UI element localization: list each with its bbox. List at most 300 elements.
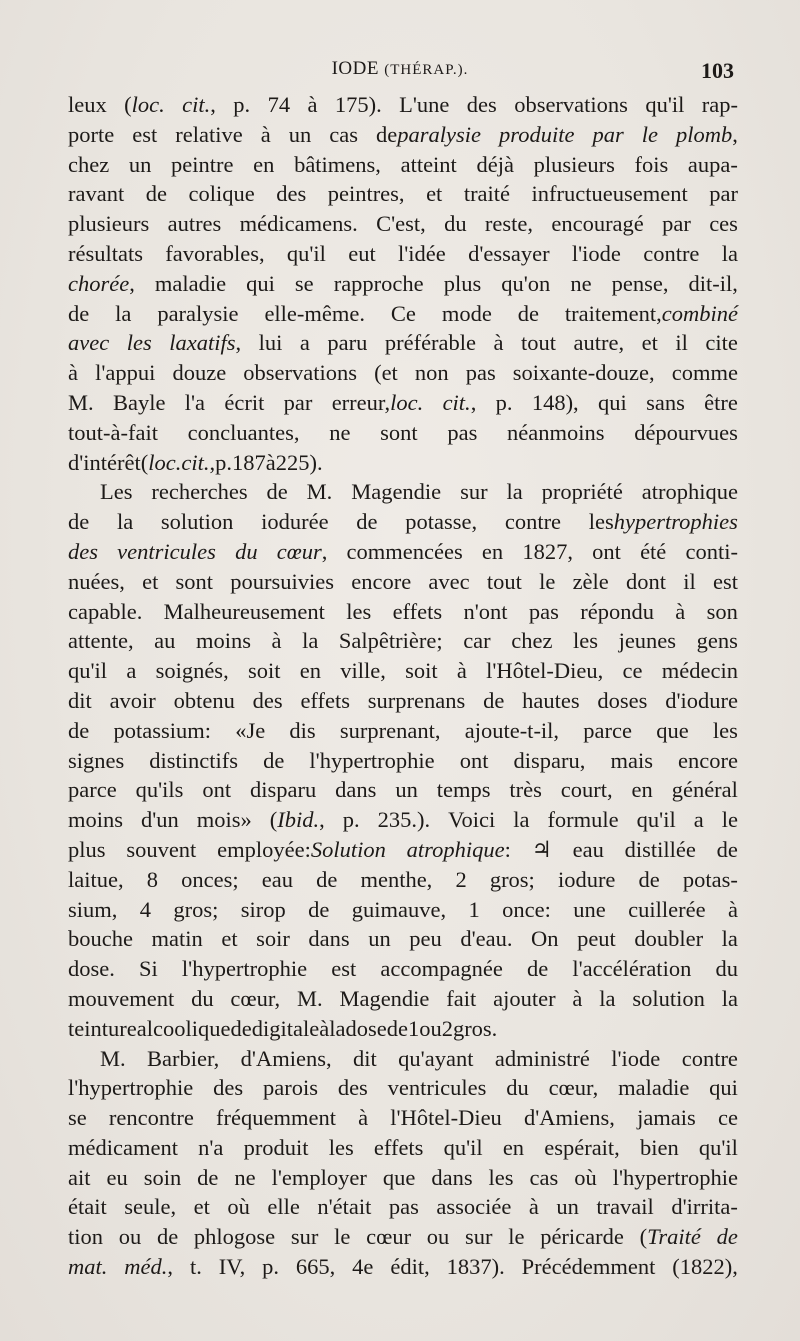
word-piece: l'employer: [271, 1164, 367, 1190]
word: [628, 895, 705, 925]
word: [626, 567, 666, 597]
word-piece: effets: [373, 1134, 424, 1160]
word: [217, 835, 386, 865]
word-piece: avec: [68, 330, 110, 356]
word: [182, 90, 216, 120]
word: [227, 1192, 250, 1222]
word: [338, 1073, 368, 1103]
word-piece: 1827,: [522, 538, 573, 564]
word-piece: On: [531, 926, 559, 952]
word-piece: à: [319, 1015, 330, 1041]
word-piece: temps: [436, 777, 491, 803]
word: [407, 835, 511, 865]
word-piece: de: [68, 717, 90, 743]
text-line-l05: [68, 209, 738, 239]
word-piece: (et: [374, 360, 398, 386]
word-piece: plomb: [676, 121, 733, 147]
word: [155, 269, 226, 299]
word-piece: ne: [329, 419, 351, 445]
word-piece: cœur,: [548, 1075, 599, 1101]
word: [68, 686, 92, 716]
word: [169, 328, 241, 358]
word: [694, 805, 704, 835]
word-piece: du: [191, 985, 214, 1011]
word-piece: ou: [426, 1224, 450, 1250]
word-piece: des: [252, 687, 283, 713]
word-piece: à: [265, 449, 276, 475]
word: [289, 716, 315, 746]
word: [505, 507, 561, 537]
word-piece: de: [266, 479, 288, 505]
word: [68, 388, 94, 418]
word: [672, 775, 738, 805]
word: [573, 626, 598, 656]
text-line-l33: [68, 1044, 738, 1074]
word-piece: où: [227, 1194, 250, 1220]
word: [230, 567, 334, 597]
word-piece: de: [356, 509, 378, 535]
word: [463, 597, 507, 627]
text-line-l03: [68, 150, 738, 180]
word-piece: produite: [499, 121, 575, 147]
word-piece: dépourvues: [634, 419, 738, 445]
word: [68, 1252, 107, 1282]
word-piece: la: [115, 300, 132, 326]
word: [640, 537, 666, 567]
word: [376, 120, 481, 150]
word: [115, 299, 131, 329]
word-piece: ce: [717, 1105, 738, 1131]
word-piece: potas-: [682, 866, 738, 892]
word-piece: fait: [446, 985, 477, 1011]
word: [707, 597, 738, 627]
word-piece: la: [116, 509, 134, 535]
word: [547, 805, 618, 835]
word-piece: sium,: [68, 896, 118, 922]
word: [482, 537, 503, 567]
word: [468, 239, 550, 269]
word-piece: par: [662, 211, 691, 237]
word: [331, 954, 356, 984]
word-piece: distillée: [624, 836, 696, 862]
word-piece: chez: [511, 628, 553, 654]
word: [713, 716, 738, 746]
word: [527, 954, 548, 984]
word: [216, 1103, 336, 1133]
word-piece: par: [709, 181, 738, 207]
word: [360, 865, 432, 895]
word-piece: L'une: [399, 92, 450, 117]
text-line-l34: [68, 1073, 738, 1103]
word: [351, 477, 441, 507]
word-piece: 187: [232, 449, 266, 475]
word-piece: cœur: [276, 538, 322, 564]
word: [573, 835, 604, 865]
word: [329, 1014, 345, 1044]
word: [142, 567, 158, 597]
word-piece: à: [358, 1105, 369, 1131]
word: [531, 924, 559, 954]
word-piece: qu'ils: [135, 777, 184, 803]
word: [577, 924, 616, 954]
word-piece: mais: [610, 747, 653, 773]
word: [419, 1014, 442, 1044]
word-piece: menthe,: [360, 866, 433, 892]
word: [699, 1133, 738, 1163]
word: [436, 1192, 511, 1222]
word: [728, 895, 738, 925]
text-line-l12: [68, 418, 738, 448]
word: [489, 1163, 514, 1193]
word: [457, 656, 467, 686]
word: [598, 388, 627, 418]
word: [263, 746, 284, 776]
word: [173, 895, 218, 925]
word-piece: a: [299, 330, 310, 356]
word-piece: cit.: [182, 92, 211, 117]
word: [551, 209, 643, 239]
word-piece: gros.: [452, 1015, 498, 1041]
word-piece: mode: [441, 300, 492, 326]
word-piece: de: [230, 1015, 252, 1041]
word: [190, 1252, 202, 1282]
word: [662, 656, 738, 686]
word-piece: de: [638, 866, 660, 892]
word-piece: de: [517, 300, 539, 326]
word-piece: ,: [235, 330, 242, 356]
word: [157, 1222, 178, 1252]
text-line-l04: [68, 179, 738, 209]
word: [340, 716, 441, 746]
word-piece: 225).: [275, 449, 323, 475]
text-line-l37: [68, 1163, 738, 1193]
word-piece: (1822),: [672, 1254, 738, 1280]
word-piece: soit: [405, 658, 438, 684]
word: [634, 924, 703, 954]
word: [232, 448, 266, 478]
word: [409, 924, 442, 954]
word: [574, 328, 625, 358]
word: [68, 805, 123, 835]
word-piece: comme: [671, 360, 738, 386]
word-piece: «Je: [235, 717, 266, 743]
word: [637, 1103, 696, 1133]
word-piece: mat.: [68, 1254, 108, 1280]
word-piece: le: [641, 121, 659, 147]
word: [68, 1222, 103, 1252]
word: [68, 448, 141, 478]
word-piece: moins: [68, 807, 124, 833]
word: [164, 597, 325, 627]
word: [529, 597, 559, 627]
word: [241, 895, 286, 925]
word-piece: eu: [106, 1164, 128, 1190]
word-piece: effets: [300, 687, 350, 713]
word: [592, 120, 623, 150]
word: [68, 418, 158, 448]
word-piece: tout-à-fait: [68, 419, 158, 445]
word: [722, 239, 738, 269]
word: [68, 775, 117, 805]
word: [642, 120, 658, 150]
word-piece: relative: [175, 121, 243, 147]
word: [623, 656, 643, 686]
word: [339, 626, 443, 656]
word: [642, 477, 738, 507]
word: [446, 984, 476, 1014]
word: [718, 1103, 738, 1133]
word-piece: répondu: [580, 598, 654, 624]
word-piece: ont: [459, 747, 489, 773]
word: [68, 865, 124, 895]
word: [295, 269, 314, 299]
word-piece: obtenu: [173, 687, 235, 713]
word-piece: ♃: [531, 836, 552, 862]
word-piece: l'iode: [571, 240, 621, 266]
word: [157, 299, 238, 329]
word: [540, 1222, 624, 1252]
word-piece: dis: [289, 717, 316, 743]
word-piece: se: [68, 1105, 87, 1131]
word-piece: contre: [643, 240, 700, 266]
word-piece: de: [716, 836, 738, 862]
word-piece: maladie: [154, 270, 227, 296]
word: [522, 686, 579, 716]
word-piece: les: [573, 628, 598, 654]
word: [496, 388, 513, 418]
word-piece: cit.: [181, 449, 210, 475]
word: [597, 686, 647, 716]
word: [444, 1133, 483, 1163]
word: [374, 358, 398, 388]
word: [495, 1044, 590, 1074]
word: [596, 1192, 653, 1222]
word-piece: bouche: [68, 926, 133, 952]
word-piece: erreur,: [331, 389, 391, 415]
word-piece: à: [307, 92, 318, 117]
word-piece: ajoute-t-il,: [464, 717, 560, 743]
running-head: [60, 58, 740, 86]
word-piece: loc.: [131, 92, 165, 117]
word: [68, 835, 106, 865]
word: [466, 358, 496, 388]
word: [463, 626, 490, 656]
word-piece: à: [727, 896, 738, 922]
word-piece: général: [671, 777, 738, 803]
word-piece: plus: [443, 270, 482, 296]
word-piece: en: [481, 538, 504, 564]
word-piece: les: [488, 1164, 514, 1190]
word-piece: 4: [139, 896, 152, 922]
word: [642, 328, 658, 358]
word-piece: pas: [528, 598, 559, 624]
word-piece: laitue,: [68, 866, 124, 892]
word: [511, 626, 552, 656]
word-piece: été: [640, 538, 667, 564]
word: [152, 924, 203, 954]
word: [347, 537, 463, 567]
word: [264, 299, 365, 329]
word-piece: à: [271, 628, 282, 654]
word: [202, 775, 231, 805]
text-line-l27: [68, 865, 738, 895]
word-piece: ,: [319, 807, 325, 833]
word-piece: ,: [167, 1254, 174, 1280]
word-piece: (: [639, 1224, 648, 1250]
text-line-l30: [68, 954, 738, 984]
word-piece: lui: [258, 330, 283, 356]
word: [722, 805, 738, 835]
word: [127, 328, 152, 358]
word: [702, 90, 738, 120]
word: [329, 1133, 354, 1163]
word-piece: qu'on: [501, 270, 551, 296]
word: [68, 1192, 107, 1222]
word: [366, 1222, 411, 1252]
word: [68, 90, 107, 120]
word-piece: ville,: [340, 658, 386, 684]
word-piece: la: [302, 628, 319, 654]
word-piece: dans: [308, 926, 350, 952]
word: [297, 984, 323, 1014]
word: [678, 746, 738, 776]
word-piece: ce: [622, 658, 643, 684]
word-piece: la: [329, 1015, 346, 1041]
word-piece: peut: [577, 926, 616, 952]
word-piece: soit: [247, 658, 281, 684]
word-piece: Traité: [647, 1224, 701, 1250]
word-piece: une: [573, 896, 606, 922]
word-piece: (: [124, 92, 132, 117]
word: [408, 1014, 419, 1044]
word: [518, 299, 539, 329]
word: [665, 686, 738, 716]
word-piece: de: [483, 687, 505, 713]
word-piece: tout: [486, 568, 522, 594]
word: [68, 150, 109, 180]
word-piece: est: [132, 121, 158, 147]
word: [68, 209, 149, 239]
word-piece: et: [193, 1194, 210, 1220]
word: [556, 1192, 579, 1222]
word-piece: mois»: [196, 807, 252, 833]
word: [583, 716, 632, 746]
word: [592, 537, 621, 567]
word: [334, 269, 424, 299]
word: [182, 954, 307, 984]
word-piece: le: [508, 1224, 525, 1250]
word-piece: cuillerée: [628, 896, 706, 922]
word: [646, 388, 685, 418]
text-line-l02: [68, 120, 738, 150]
word-piece: p.: [495, 389, 513, 415]
word-piece: de: [263, 747, 285, 773]
word-piece: 1: [468, 896, 480, 922]
word: [374, 1133, 424, 1163]
word: [132, 120, 157, 150]
word-piece: M.: [68, 389, 94, 415]
word: [352, 895, 446, 925]
word-piece: des: [68, 538, 98, 564]
word-piece: au: [154, 628, 176, 654]
word: [618, 1073, 689, 1103]
word: [154, 626, 175, 656]
text-line-l31: [68, 984, 738, 1014]
word-piece: à: [456, 658, 467, 684]
word: [574, 1163, 597, 1193]
word-piece: ,: [732, 121, 738, 147]
word: [507, 418, 604, 448]
word-piece: atrophique: [406, 836, 505, 862]
word-piece: pas: [388, 1194, 419, 1220]
word: [447, 1252, 505, 1282]
word: [68, 626, 134, 656]
word: [705, 328, 737, 358]
word: [490, 865, 535, 895]
word: [427, 1222, 450, 1252]
word: [234, 1163, 255, 1193]
word-piece: sans: [646, 389, 685, 415]
word-piece: qu'il: [636, 807, 676, 833]
word-piece: plusieurs: [68, 211, 150, 237]
word-piece: médicamens.: [239, 211, 358, 237]
word-piece: chez: [68, 151, 110, 177]
word-piece: 665,: [295, 1254, 336, 1280]
word-piece: elle: [267, 1194, 300, 1220]
word: [334, 1222, 350, 1252]
word: [230, 984, 280, 1014]
word: [640, 1133, 679, 1163]
word: [213, 1073, 243, 1103]
word-piece: loc.: [390, 389, 424, 415]
word-piece: colique: [188, 181, 255, 207]
word-piece: M.: [296, 985, 323, 1011]
word-piece: iodurée: [261, 509, 329, 535]
word: [241, 1044, 332, 1074]
word: [308, 895, 329, 925]
word: [262, 865, 293, 895]
word: [248, 656, 281, 686]
word-piece: soixante-douze,: [512, 360, 655, 386]
text-line-l24: [68, 775, 738, 805]
word: [329, 120, 358, 150]
word-piece: cit.: [442, 389, 471, 415]
word: [398, 1044, 473, 1074]
word-piece: la: [506, 479, 523, 505]
word: [100, 1044, 126, 1074]
word-piece: dit: [353, 1045, 377, 1071]
word: [713, 567, 738, 597]
word-piece: dont: [626, 568, 667, 594]
word: [565, 299, 738, 329]
word: [722, 924, 738, 954]
word: [117, 507, 133, 537]
word: [147, 865, 158, 895]
word-piece: de: [386, 1015, 408, 1041]
word: [175, 120, 242, 150]
word: [117, 537, 216, 567]
word-piece: Ibid.: [277, 807, 320, 833]
word-piece: des: [337, 1075, 368, 1101]
word: [683, 865, 738, 895]
word-piece: la: [599, 985, 616, 1011]
word: [339, 984, 429, 1014]
word-piece: écrit: [224, 389, 265, 415]
word-piece: doubler: [634, 926, 704, 952]
text-line-l23: [68, 746, 738, 776]
word: [197, 805, 252, 835]
text-line-l18: [68, 597, 738, 627]
